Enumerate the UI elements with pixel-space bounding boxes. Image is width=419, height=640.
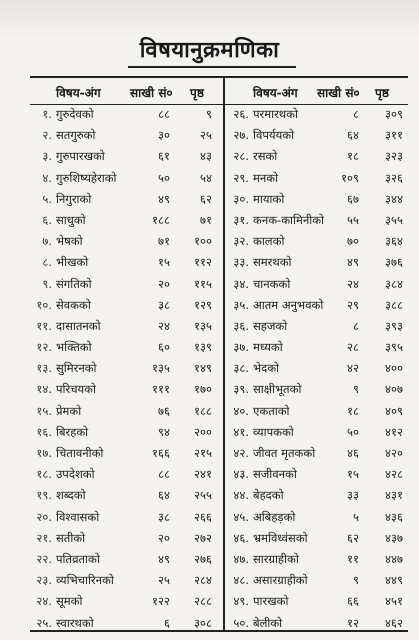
table-row — [30, 274, 223, 295]
row-name: बेहदको — [253, 488, 284, 503]
row-page: २४१ — [194, 467, 212, 482]
row-page: १३९ — [194, 340, 212, 355]
row-sakhi: २९ — [347, 297, 359, 312]
row-sakhi: ५० — [158, 170, 170, 185]
table-row — [225, 549, 408, 570]
row-name: चानकको — [253, 276, 291, 291]
row-num: २४. — [36, 594, 52, 609]
row-sakhi: ४६ — [347, 446, 359, 460]
row-page: १८८ — [194, 403, 212, 418]
row-name: गुरुदेवको — [56, 107, 94, 121]
table-row — [30, 507, 223, 528]
row-num: ३१. — [233, 212, 249, 227]
table-row — [225, 464, 408, 485]
row-num: ४२. — [233, 446, 249, 460]
row-page: २५५ — [194, 488, 212, 503]
row-sakhi: ९ — [353, 573, 359, 588]
row-num: ११. — [36, 318, 52, 333]
table-row — [225, 337, 408, 358]
row-sakhi: ६२ — [347, 530, 359, 545]
table-row — [30, 104, 223, 125]
table-row — [225, 528, 408, 549]
row-sakhi: ११ — [347, 551, 359, 566]
table-row — [30, 401, 223, 422]
row-sakhi: १३५ — [152, 361, 170, 376]
row-sakhi: ७० — [347, 234, 359, 249]
right-column — [225, 104, 408, 634]
table-row — [225, 168, 408, 189]
table-row — [30, 125, 223, 146]
row-page: ४३ — [200, 149, 212, 164]
row-num: २२. — [36, 551, 52, 566]
row-page: ४४९ — [385, 573, 403, 588]
table-row — [30, 443, 223, 464]
row-sakhi: ६० — [158, 340, 170, 355]
row-num: १४. — [36, 382, 52, 397]
row-page: ११२ — [194, 255, 212, 270]
row-page: ३९५ — [385, 340, 403, 355]
header-page-right: पृष्ठ — [375, 86, 389, 100]
row-name: कनक-कामिनीको — [253, 212, 325, 227]
header-page-left: पृष्ठ — [190, 86, 204, 100]
table-row — [30, 528, 223, 549]
row-num: ४७. — [233, 551, 249, 566]
row-sakhi: ८८ — [158, 107, 170, 121]
row-sakhi: ७१ — [158, 234, 170, 249]
header-sakhi-left: साखी सं० — [130, 86, 173, 100]
row-num: ३२. — [233, 234, 249, 249]
row-sakhi: ४२ — [347, 361, 359, 376]
row-page: ३६४ — [385, 234, 403, 249]
row-sakhi: ९४ — [158, 424, 170, 439]
row-name: पतिव्रताको — [56, 551, 100, 566]
row-name: व्यभिचारिनको — [56, 573, 114, 588]
row-sakhi: ४९ — [158, 551, 170, 566]
table-row — [225, 125, 408, 146]
row-num: ८. — [42, 255, 52, 270]
row-num: १८. — [36, 467, 52, 482]
table-row — [30, 613, 223, 634]
table-row — [225, 570, 408, 591]
row-sakhi: २४ — [347, 276, 359, 291]
table-row — [30, 210, 223, 231]
row-sakhi: ९ — [353, 382, 359, 397]
row-page: ३४४ — [385, 191, 403, 206]
row-num: १३. — [36, 361, 52, 376]
row-name: विपर्ययको — [253, 128, 295, 143]
left-column — [30, 104, 223, 634]
table-row — [225, 422, 408, 443]
row-sakhi: १६६ — [152, 446, 170, 460]
row-num: १६. — [36, 424, 52, 439]
row-name: एकताको — [253, 403, 290, 418]
table-header — [30, 80, 408, 105]
row-name: परमारथको — [253, 107, 298, 121]
row-name: बेलीको — [253, 615, 283, 630]
row-name: संगतिको — [56, 276, 92, 291]
table-row — [30, 379, 223, 400]
row-page: ५४ — [200, 170, 212, 185]
row-num: २०. — [36, 509, 52, 524]
table-row — [30, 485, 223, 506]
row-page: ७१ — [200, 212, 212, 227]
row-sakhi: ८ — [353, 107, 359, 121]
row-page: ६२ — [200, 191, 212, 206]
table-row — [225, 231, 408, 252]
row-name: सूमको — [56, 594, 83, 609]
row-sakhi: १०९ — [341, 170, 359, 185]
row-page: ४३६ — [385, 509, 403, 524]
row-num: २५. — [36, 615, 52, 630]
row-name: प्रेमको — [56, 403, 82, 418]
row-num: २३. — [36, 573, 52, 588]
row-sakhi: २० — [158, 530, 170, 545]
table-row — [225, 591, 408, 612]
row-page: ४५१ — [385, 594, 403, 609]
row-sakhi: ६७ — [347, 191, 359, 206]
row-num: २९. — [233, 170, 249, 185]
table-row — [225, 210, 408, 231]
table-row — [225, 104, 408, 125]
row-sakhi: ५५ — [347, 212, 359, 227]
table-row — [30, 168, 223, 189]
row-sakhi: ४९ — [347, 255, 359, 270]
row-num: ४३. — [233, 467, 249, 482]
row-name: मायाको — [253, 191, 285, 206]
row-page: ३९३ — [385, 318, 403, 333]
row-name: बिरहको — [56, 424, 89, 439]
row-page: ४६२ — [385, 615, 403, 630]
row-name: असारग्राहीको — [253, 573, 308, 588]
row-num: ४९. — [233, 594, 249, 609]
row-num: २७. — [233, 128, 249, 143]
row-page: ४०० — [385, 361, 403, 376]
row-num: १०. — [36, 297, 52, 312]
row-name: अबिहड़को — [253, 509, 296, 524]
row-page: ९ — [206, 107, 212, 121]
row-page: ४३७ — [385, 530, 403, 545]
table-row — [225, 443, 408, 464]
row-num: १. — [42, 107, 52, 121]
row-num: ३६. — [233, 318, 249, 333]
row-name: पारखको — [253, 594, 289, 609]
row-num: ४५. — [233, 509, 249, 524]
row-num: २. — [42, 128, 52, 143]
row-page: ४१२ — [385, 424, 403, 439]
row-page: २८८ — [194, 594, 212, 609]
row-num: ३८. — [233, 361, 249, 376]
row-name: भ्रमविध्वंसको — [253, 530, 308, 545]
row-num: ४०. — [233, 403, 249, 418]
row-name: आतम अनुभवको — [253, 297, 324, 312]
row-num: ४४. — [233, 488, 249, 503]
row-page: २८४ — [194, 573, 212, 588]
row-sakhi: २४ — [158, 318, 170, 333]
table-row — [225, 295, 408, 316]
row-sakhi: १२२ — [152, 594, 170, 609]
row-sakhi: ३० — [158, 128, 170, 143]
row-num: ९. — [42, 276, 52, 291]
table-row — [30, 252, 223, 273]
table-row — [225, 189, 408, 210]
row-name: गुरुपारखको — [56, 149, 105, 164]
row-sakhi: ५० — [347, 424, 359, 439]
row-name: परिचयको — [56, 382, 96, 397]
row-page: ४३१ — [385, 488, 403, 503]
row-page: ११५ — [194, 276, 212, 291]
index-table — [30, 76, 408, 632]
row-sakhi: २८ — [347, 340, 359, 355]
row-sakhi: १२ — [347, 615, 359, 630]
table-row — [30, 464, 223, 485]
row-num: ३०. — [233, 191, 249, 206]
row-name: स्वारथको — [56, 615, 94, 630]
row-name: समरथको — [253, 255, 292, 270]
row-num: ४८. — [233, 573, 249, 588]
row-name: भक्तिको — [56, 340, 92, 355]
row-num: १९. — [36, 488, 52, 503]
row-page: ३८८ — [385, 297, 403, 312]
row-num: ४६. — [233, 530, 249, 545]
row-num: ५०. — [233, 615, 249, 630]
row-name: सारग्राहीको — [253, 551, 299, 566]
row-page: ३७६ — [385, 255, 403, 270]
row-page: ३२६ — [385, 170, 403, 185]
table-row — [30, 570, 223, 591]
row-sakhi: ८ — [353, 318, 359, 333]
row-page: ४४७ — [385, 551, 403, 566]
row-page: २०० — [194, 424, 212, 439]
row-num: ३५. — [233, 297, 249, 312]
row-page: २७२ — [194, 530, 212, 545]
row-page: १२९ — [194, 297, 212, 312]
table-row — [30, 295, 223, 316]
row-name: भेषको — [56, 234, 83, 249]
row-page: २१५ — [194, 446, 212, 460]
page-bleed-strip — [0, 0, 419, 34]
row-num: ४. — [42, 170, 52, 185]
table-row — [30, 146, 223, 167]
row-num: ५. — [42, 191, 52, 206]
row-page: १४९ — [194, 361, 212, 376]
row-name: कालको — [253, 234, 285, 249]
table-row — [225, 252, 408, 273]
row-name: जीवत मृतकको — [253, 446, 316, 460]
row-sakhi: ३८ — [158, 297, 170, 312]
row-num: ३. — [42, 149, 52, 164]
header-sakhi-right: साखी सं० — [317, 86, 360, 100]
row-page: २५ — [200, 128, 212, 143]
row-name: साक्षीभूतको — [253, 382, 302, 397]
table-row — [30, 231, 223, 252]
table-row — [225, 379, 408, 400]
row-num: १५. — [36, 403, 52, 418]
row-num: १२. — [36, 340, 52, 355]
row-sakhi: ६ — [164, 615, 170, 630]
row-name: रसको — [253, 149, 278, 164]
row-sakhi: २५ — [158, 573, 170, 588]
row-sakhi: ७६ — [158, 403, 170, 418]
table-row — [225, 146, 408, 167]
row-name: चितावनीको — [56, 446, 104, 460]
row-name: सतगुरुको — [56, 128, 96, 143]
row-sakhi: १८ — [347, 403, 359, 418]
row-num: ३३. — [233, 255, 249, 270]
row-sakhi: १८ — [347, 149, 359, 164]
row-page: १७० — [194, 382, 212, 397]
row-name: उपदेशको — [56, 467, 95, 482]
row-page: ४२८ — [385, 467, 403, 482]
table-row — [225, 507, 408, 528]
row-page: १०० — [194, 234, 212, 249]
row-page: ३०९ — [385, 107, 403, 121]
row-name: मध्यको — [253, 340, 283, 355]
row-num: ३४. — [233, 276, 249, 291]
row-sakhi: १५ — [347, 467, 359, 482]
row-name: भेदको — [253, 361, 280, 376]
table-row — [225, 316, 408, 337]
table-row — [225, 613, 408, 634]
row-sakhi: १११ — [152, 382, 170, 397]
row-name: साधुको — [56, 212, 86, 227]
row-name: सजीवनको — [253, 467, 297, 482]
row-page: ३०८ — [194, 615, 212, 630]
row-num: ३७. — [233, 340, 249, 355]
row-name: सहजको — [253, 318, 288, 333]
row-sakhi: ६६ — [347, 594, 359, 609]
row-name: विश्वासको — [56, 509, 100, 524]
table-row — [30, 316, 223, 337]
row-name: भीखको — [56, 255, 89, 270]
table-row — [30, 337, 223, 358]
row-page: ३२३ — [385, 149, 403, 164]
row-name: शब्दको — [56, 488, 86, 503]
row-page: २७६ — [194, 551, 212, 566]
page-title: विषयानुक्रमणिका — [139, 38, 280, 63]
table-row — [225, 358, 408, 379]
table-row — [225, 401, 408, 422]
row-num: १७. — [36, 446, 52, 460]
row-sakhi: ३३ — [347, 488, 359, 503]
table-row — [30, 358, 223, 379]
row-num: ३९. — [233, 382, 249, 397]
row-sakhi: २० — [158, 276, 170, 291]
row-name: व्यापकको — [253, 424, 294, 439]
row-num: ४१. — [233, 424, 249, 439]
row-sakhi: ८८ — [158, 467, 170, 482]
row-sakhi: ६४ — [158, 488, 170, 503]
table-row — [30, 549, 223, 570]
row-name: सुमिरनको — [56, 361, 97, 376]
row-page: ४०९ — [385, 403, 403, 418]
row-name: गुरुशिष्यहेराको — [56, 170, 117, 185]
row-page: ४२० — [385, 446, 403, 460]
row-num: ६. — [42, 212, 52, 227]
row-sakhi: १८८ — [152, 212, 170, 227]
row-num: २१. — [36, 530, 52, 545]
row-sakhi: ६४ — [347, 128, 359, 143]
row-name: दासातनको — [56, 318, 101, 333]
row-page: ३८४ — [385, 276, 403, 291]
row-name: सेवकको — [56, 297, 91, 312]
table-row — [225, 485, 408, 506]
row-sakhi: ३८ — [158, 509, 170, 524]
table-row — [30, 591, 223, 612]
header-topic-left: विषय-अंग — [56, 86, 101, 100]
table-row — [225, 274, 408, 295]
row-num: २८. — [233, 149, 249, 164]
row-name: मनको — [253, 170, 279, 185]
row-sakhi: ४९ — [158, 191, 170, 206]
header-topic-right: विषय-अंग — [253, 86, 298, 100]
row-page: १३५ — [194, 318, 212, 333]
row-num: २६. — [233, 107, 249, 121]
row-name: सतीको — [56, 530, 86, 545]
row-page: ३५५ — [385, 212, 403, 227]
table-row — [30, 422, 223, 443]
title-underline — [128, 66, 296, 68]
row-name: निगुराको — [56, 191, 92, 206]
table-row — [30, 189, 223, 210]
row-num: ७. — [42, 234, 52, 249]
row-sakhi: ६१ — [158, 149, 170, 164]
row-page: ३११ — [385, 128, 403, 143]
row-sakhi: ५ — [353, 509, 359, 524]
row-page: ४०७ — [385, 382, 403, 397]
row-page: २६६ — [194, 509, 212, 524]
row-sakhi: १५ — [158, 255, 170, 270]
